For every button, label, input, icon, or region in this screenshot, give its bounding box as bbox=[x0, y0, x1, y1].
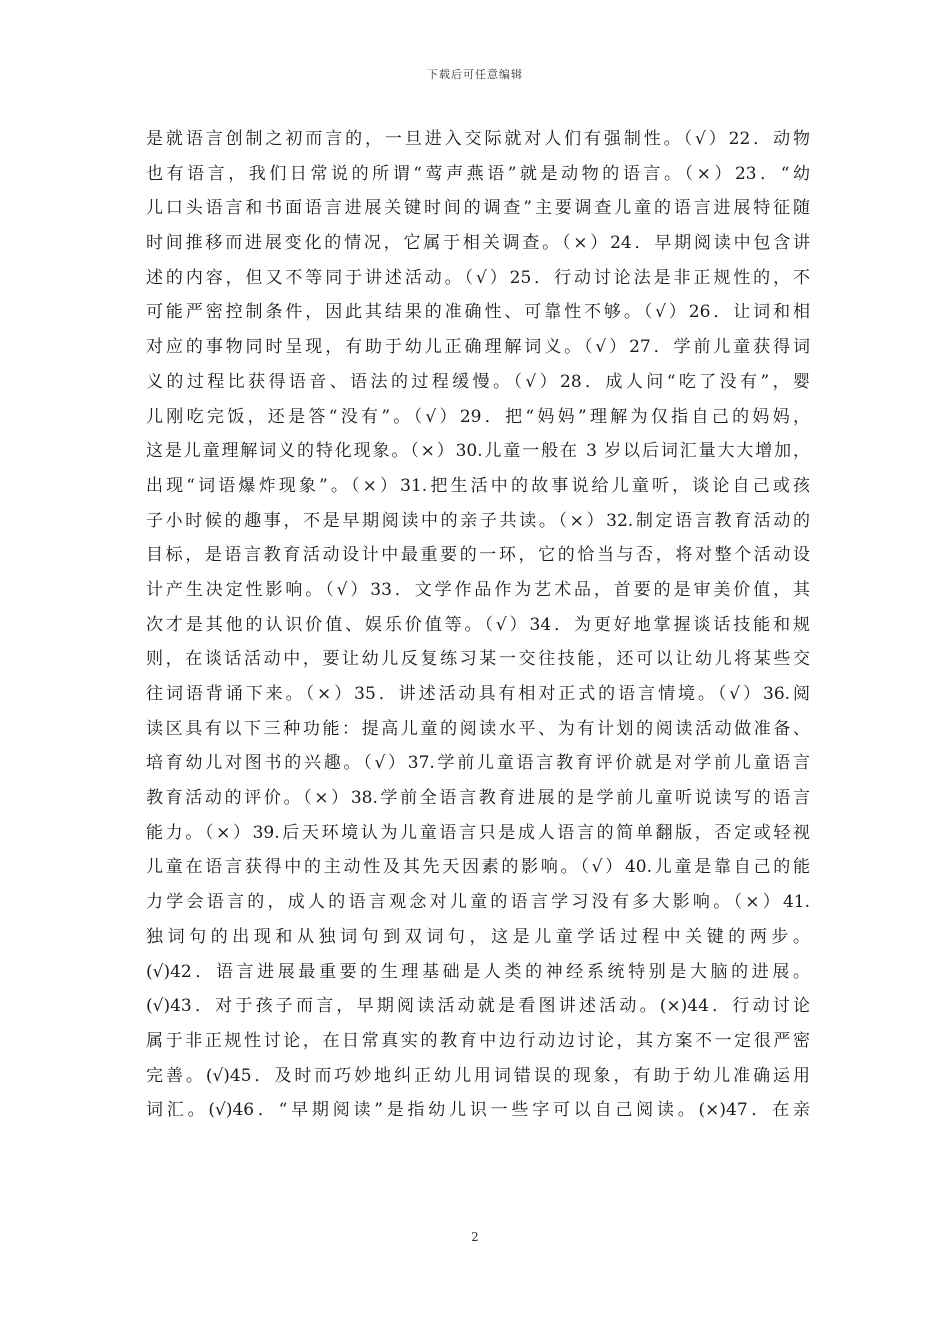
text-line: 是就语言创制之初而言的，一旦进入交际就对人们有强制性。（√）22．动物 bbox=[146, 129, 810, 149]
text-line: 往词语背诵下来。（×）35．讲述活动具有相对正式的语言情境。（√）36.阅 bbox=[146, 684, 810, 704]
text-line: (√)42．语言进展最重要的生理基础是人类的神经系统特别是大脑的进展。 bbox=[146, 961, 810, 982]
text-line: 属于非正规性讨论，在日常真实的教育中边行动边讨论，其方案不一定很严密 bbox=[146, 1030, 810, 1051]
text-line: 独词句的出现和从独词句到双词句，这是儿童学话过程中关键的两步。 bbox=[146, 926, 810, 947]
text-line: 这是儿童理解词义的特化现象。（×）30.儿童一般在 3 岁以后词汇量大大增加， bbox=[146, 441, 810, 462]
text-line: 次才是其他的认识价值、娱乐价值等。（√）34．为更好地掌握谈话技能和规 bbox=[146, 614, 810, 635]
text-line: 儿童在语言获得中的主动性及其先天因素的影响。（√）40.儿童是靠自己的能 bbox=[146, 857, 810, 878]
text-line: 儿口头语言和书面语言进展关键时间的调查”主要调查儿童的语言进展特征随 bbox=[146, 198, 810, 219]
text-line: 义的过程比获得语音、语法的过程缓慢。（√）28．成人问“吃了没有”，婴 bbox=[146, 371, 810, 392]
text-line: 完善。(√)45．及时而巧妙地纠正幼儿用词错误的现象，有助于幼儿准确运用 bbox=[146, 1065, 810, 1086]
text-line: 可能严密控制条件，因此其结果的准确性、可靠性不够。（√）26．让词和相 bbox=[146, 302, 810, 323]
text-line: 述的内容，但又不等同于讲述活动。（√）25．行动讨论法是非正规性的，不 bbox=[146, 267, 810, 288]
text-line: 对应的事物同时呈现，有助于幼儿正确理解词义。（√）27．学前儿童获得词 bbox=[146, 337, 810, 358]
page-number: 2 bbox=[471, 1230, 479, 1244]
text-line: 词汇。(√)46．“早期阅读”是指幼儿识一些字可以自己阅读。(×)47．在亲 bbox=[146, 1100, 810, 1121]
page-header: 下载后可任意编辑 bbox=[427, 68, 523, 81]
text-line: 目标，是语言教育活动设计中最重要的一环，它的恰当与否，将对整个活动设 bbox=[146, 545, 810, 566]
text-line: 能力。（×）39.后天环境认为儿童语言只是成人语言的简单翻版，否定或轻视 bbox=[146, 822, 810, 843]
text-line: (√)43．对于孩子而言，早期阅读活动就是看图讲述活动。(×)44．行动讨论 bbox=[146, 996, 810, 1017]
text-line: 读区具有以下三种功能：提高儿童的阅读水平、为有计划的阅读活动做准备、 bbox=[146, 718, 810, 739]
text-line: 力学会语言的，成人的语言观念对儿童的语言学习没有多大影响。（×）41. bbox=[146, 892, 810, 913]
text-line: 儿刚吃完饭，还是答“没有”。（√）29．把“妈妈”理解为仅指自己的妈妈， bbox=[146, 406, 810, 427]
text-line: 子小时候的趣事，不是早期阅读中的亲子共读。（×）32.制定语言教育活动的 bbox=[146, 510, 810, 531]
text-line: 计产生决定性影响。（√）33．文学作品作为艺术品，首要的是审美价值，其 bbox=[146, 579, 810, 600]
text-line: 教育活动的评价。（×）38.学前全语言教育进展的是学前儿童听说读写的语言 bbox=[146, 788, 810, 809]
text-line: 也有语言，我们日常说的所谓“莺声燕语”就是动物的语言。（×）23．“幼 bbox=[146, 163, 810, 184]
text-line: 出现“词语爆炸现象”。（×）31.把生活中的故事说给儿童听，谈论自己或孩 bbox=[146, 475, 810, 496]
text-line: 培育幼儿对图书的兴趣。（√）37.学前儿童语言教育评价就是对学前儿童语言 bbox=[146, 753, 810, 774]
text-line: 则，在谈话活动中，要让幼儿反复练习某一交往技能，还可以让幼儿将某些交 bbox=[146, 649, 810, 670]
text-line: 时间推移而进展变化的情况，它属于相关调查。（×）24．早期阅读中包含讲 bbox=[146, 233, 810, 254]
body-text bbox=[146, 122, 810, 1128]
